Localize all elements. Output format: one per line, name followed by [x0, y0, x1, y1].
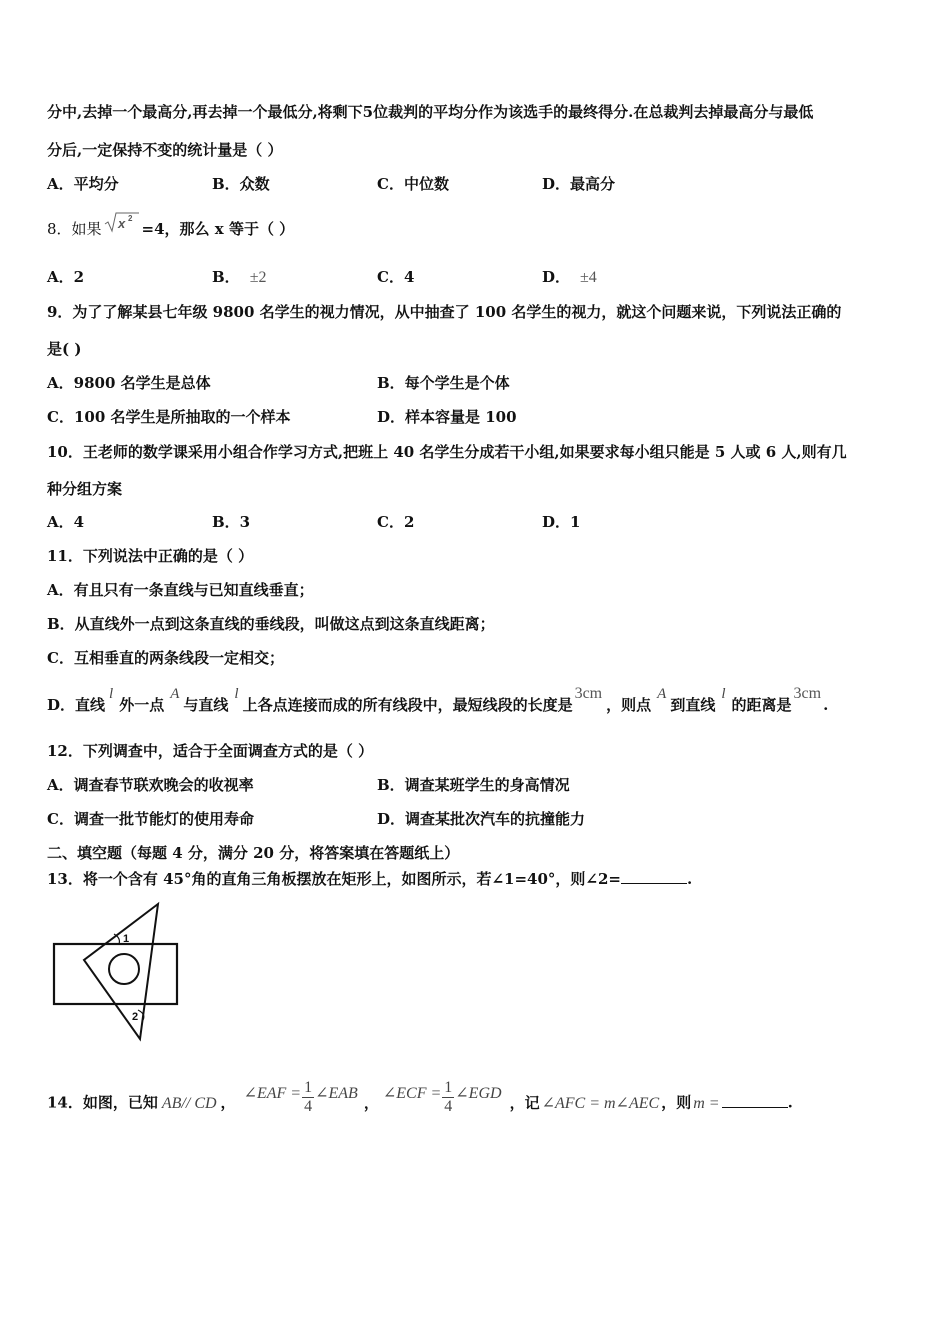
q8-suffix: =4，那么 x 等于（ ）: [141, 220, 295, 238]
q14-text3: ，: [363, 1093, 379, 1112]
q8-option-d-label: D．: [542, 268, 571, 286]
sqrt-sign-icon: [104, 211, 140, 233]
q8-option-b: [212, 267, 266, 288]
triangle-shape: [84, 904, 158, 1039]
q9-option-b: B．每个学生是个体: [377, 374, 510, 392]
angle1-label: 1: [123, 933, 130, 945]
q11-d-text7: 的距离是: [731, 696, 792, 714]
q11-d-text5: ，则点: [606, 696, 652, 714]
rectangle-shape: [54, 944, 177, 1004]
q14-angle-relation: ∠AFC = m∠AEC: [541, 1094, 660, 1112]
q14-stem: [47, 1079, 793, 1122]
q14-fraction2-num: 1: [444, 1079, 453, 1096]
angle2-label: 2: [132, 1011, 139, 1023]
q8-option-c: C．4: [377, 268, 415, 286]
q9-line2: 是( ): [47, 340, 82, 358]
q8-option-d-math: ±4: [580, 269, 597, 286]
q7-option-d: D．最高分: [542, 175, 616, 193]
q11-d-text4: 上各点连接而成的所有线段中，最短线段的长度是: [242, 696, 573, 714]
q8-radicand: x: [117, 216, 125, 231]
q11-d-text3: 与直线: [183, 696, 229, 714]
q14-text1: 14．如图，已知: [47, 1093, 158, 1112]
q14-fraction1: [302, 1079, 314, 1116]
q13-text: 13．将一个含有 45°角的直角三角板摆放在矩形上，如图所示，若∠1=40°，则∠2=: [47, 870, 621, 888]
q10-option-a: A．4: [47, 513, 85, 531]
q13-answer-blank[interactable]: [621, 869, 687, 884]
q11-d-length2: 3cm: [793, 685, 822, 702]
q14-angle-eab: ∠EAB: [315, 1084, 358, 1102]
q11-stem: 11．下列说法中正确的是（ ）: [47, 547, 254, 565]
q14-angle-eaf: ∠EAF =: [243, 1084, 302, 1102]
q14-m-equals: m =: [693, 1094, 720, 1112]
q11-d-text2: 外一点: [119, 696, 165, 714]
q14-text4: ，记: [509, 1093, 540, 1112]
q7-line1: 分中,去掉一个最高分,再去掉一个最低分,将剩下5位裁判的平均分作为该选手的最终得分.在总裁判去掉最高分与最低: [47, 103, 814, 121]
q7-option-b: B．众数: [212, 175, 270, 193]
q13-end: .: [687, 870, 693, 888]
q11-option-d: [47, 685, 829, 716]
q12-option-b: B．调查某班学生的身高情况: [377, 776, 570, 794]
q14-fraction2-den: 4: [444, 1098, 453, 1115]
q11-d-point-a1: A: [170, 686, 180, 702]
q8-option-b-label: B．: [212, 268, 240, 286]
q14-answer-blank[interactable]: [722, 1093, 788, 1108]
q11-d-point-a2: A: [657, 686, 667, 702]
circle-hole: [109, 954, 139, 984]
q11-option-c: C．互相垂直的两条线段一定相交；: [47, 649, 284, 667]
q9-option-a: A．9800 名学生是总体: [47, 374, 211, 392]
q9-option-d: D．样本容量是 100: [377, 408, 517, 426]
q12-option-c: C．调查一批节能灯的使用寿命: [47, 810, 254, 828]
q11-d-text8: .: [823, 696, 829, 714]
q12-stem: 12．下列调查中，适合于全面调查方式的是（ ）: [47, 742, 374, 760]
q14-angle-ecf: ∠ECF =: [382, 1084, 442, 1102]
section-heading-fill-in: 二、填空题（每题 4 分，满分 20 分，将答案填在答题纸上）: [47, 844, 460, 862]
q13-figure: [48, 900, 183, 1045]
q11-d-line-l1: l: [109, 686, 114, 702]
q11-d-line-l2: l: [234, 686, 239, 702]
q10-option-d: D．1: [542, 513, 581, 531]
q14-text5: ，则: [661, 1093, 692, 1112]
q11-d-text1: D．直线: [47, 696, 106, 714]
q10-line1: 10．王老师的数学课采用小组合作学习方式,把班上 40 名学生分成若干小组,如果要求每小组只能是 5 人或 6 人,则有几: [47, 443, 847, 461]
q10-option-c: C．2: [377, 513, 415, 531]
q10-option-b: B．3: [212, 513, 251, 531]
q14-fraction1-den: 4: [304, 1098, 313, 1115]
q14-end: .: [787, 1093, 793, 1112]
q7-line2: 分后,一定保持不变的统计量是（ ）: [47, 141, 283, 159]
q14-fraction1-num: 1: [304, 1079, 313, 1096]
q9-option-c: C．100 名学生是所抽取的一个样本: [47, 408, 291, 426]
q8-option-a: A．2: [47, 268, 85, 286]
q8-option-d: [542, 267, 597, 288]
q10-line2: 种分组方案: [47, 480, 123, 498]
q14-angle-egd: ∠EGD: [455, 1084, 502, 1102]
q14-parallel: AB// CD: [161, 1094, 217, 1112]
q13-stem: [47, 869, 692, 889]
q12-option-a: A．调查春节联欢晚会的收视率: [47, 776, 254, 794]
q8-prefix: 8．如果: [47, 220, 102, 238]
q11-option-b: B．从直线外一点到这条直线的垂线段，叫做这点到这条直线距离；: [47, 615, 495, 633]
q14-fraction2: [442, 1079, 454, 1116]
q9-line1: 9．为了了解某县七年级 9800 名学生的视力情况，从中抽查了 100 名学生的视力，就这个问题来说，下列说法正确的: [47, 303, 842, 321]
q11-d-line-l3: l: [721, 686, 726, 702]
q8-option-b-math: ±2: [249, 269, 267, 286]
q8-exponent: 2: [127, 214, 132, 223]
q11-option-a: A．有且只有一条直线与已知直线垂直；: [47, 581, 314, 599]
q14-text2: ，: [220, 1093, 236, 1112]
q11-d-text6: 到直线: [670, 696, 716, 714]
q8-sqrt: [104, 211, 140, 233]
q8-stem: [47, 214, 295, 241]
q7-option-c: C．中位数: [377, 175, 449, 193]
q7-option-a: A．平均分: [47, 175, 119, 193]
q11-d-length1: 3cm: [574, 685, 603, 702]
q12-option-d: D．调查某批次汽车的抗撞能力: [377, 810, 586, 828]
